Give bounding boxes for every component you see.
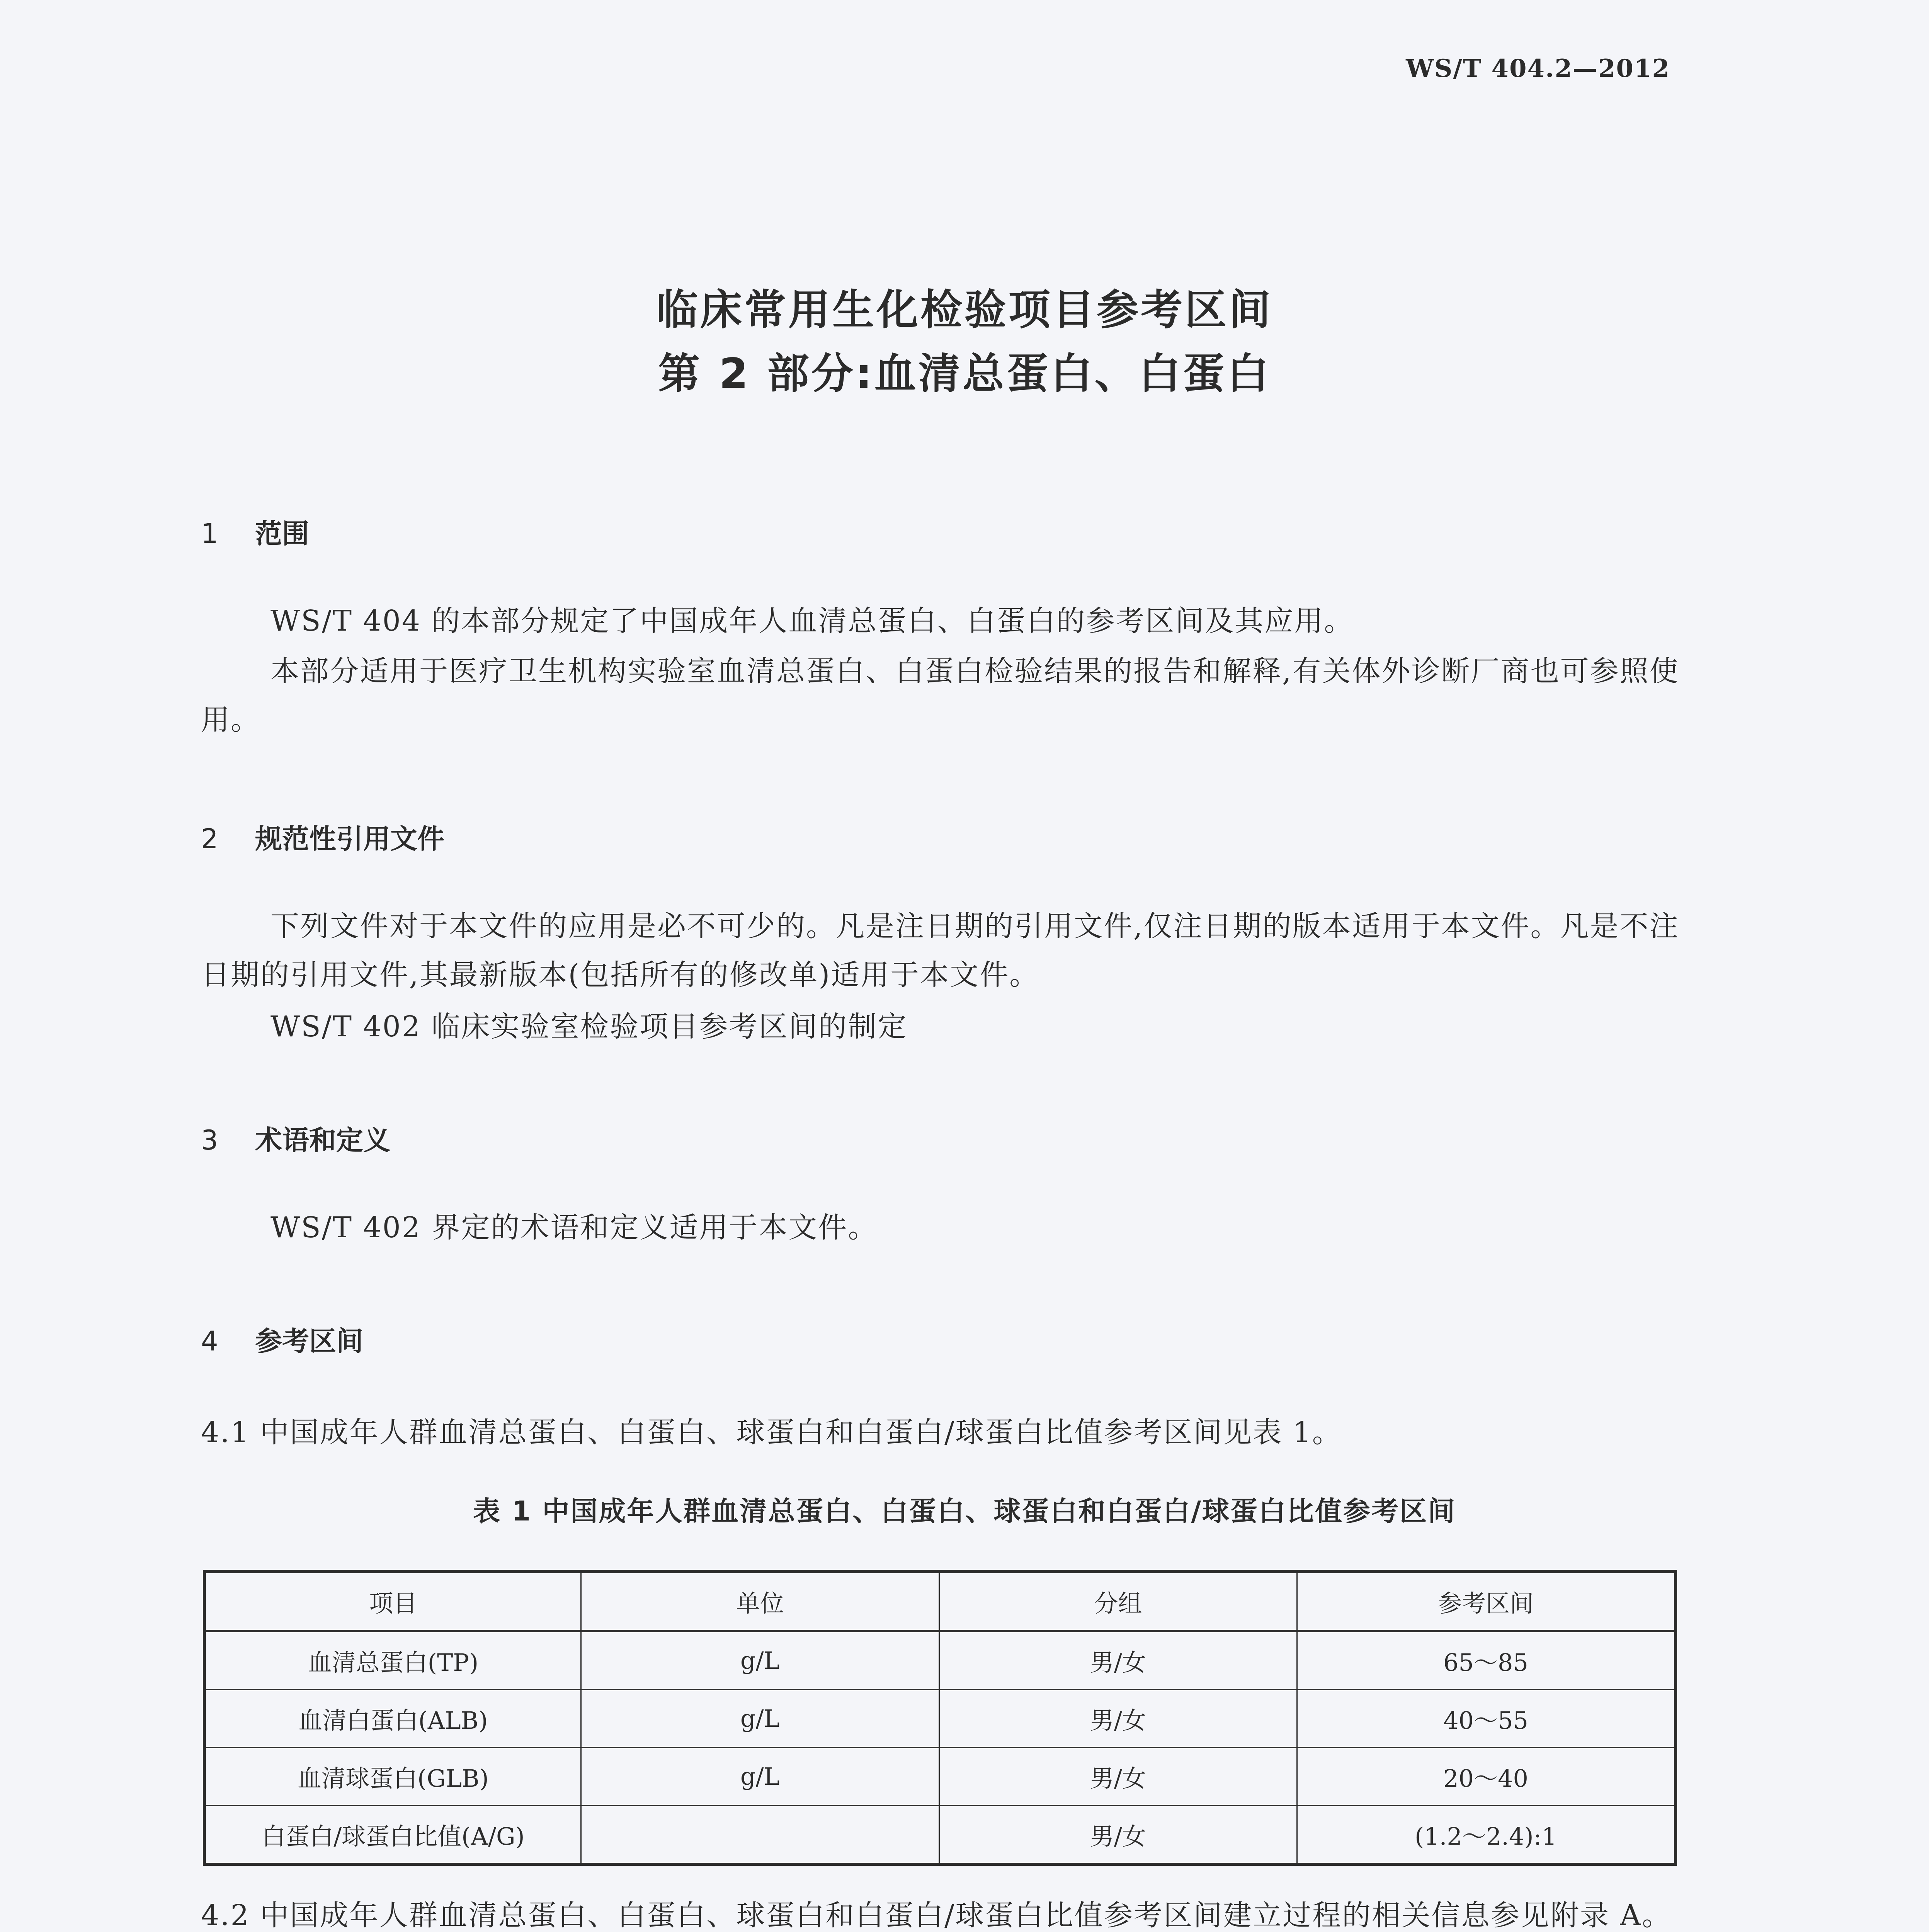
table-cell: 男/女 <box>939 1690 1297 1748</box>
table-cell: 血清总蛋白(TP) <box>204 1631 581 1690</box>
table-cell: 65～85 <box>1297 1631 1676 1690</box>
table-cell: 男/女 <box>939 1806 1297 1865</box>
table-caption: 表 1 中国成年人群血清总蛋白、白蛋白、球蛋白和白蛋白/球蛋白比值参考区间 <box>473 1495 1456 1527</box>
section-number: 4 <box>201 1325 218 1357</box>
table-cell: 男/女 <box>939 1748 1297 1806</box>
reference-interval-table <box>203 1570 1677 1866</box>
column-header: 参考区间 <box>1297 1571 1676 1631</box>
section-heading <box>201 1320 363 1359</box>
section-number: 2 <box>201 823 218 855</box>
paragraph: 本部分适用于医疗卫生机构实验室血清总蛋白、白蛋白检验结果的报告和解释,有关体外诊断厂商也可参照使用。 <box>201 655 1679 736</box>
clause-4-2: 4.2 中国成年人群血清总蛋白、白蛋白、球蛋白和白蛋白/球蛋白比值参考区间建立过程的相关信息参见附录 A。 <box>201 1899 1672 1932</box>
document-subtitle: 第 2 部分:血清总蛋白、白蛋白 <box>658 350 1271 398</box>
table-cell: 血清白蛋白(ALB) <box>204 1690 581 1748</box>
table-row <box>204 1748 1676 1806</box>
table-cell: 白蛋白/球蛋白比值(A/G) <box>204 1806 581 1865</box>
section-title: 规范性引用文件 <box>255 823 444 855</box>
table-cell <box>581 1806 939 1865</box>
normative-reference: WS/T 402 临床实验室检验项目参考区间的制定 <box>270 1010 908 1043</box>
table-cell: (1.2～2.4):1 <box>1297 1806 1676 1865</box>
section-heading <box>201 817 444 856</box>
table-cell: g/L <box>581 1748 939 1806</box>
column-header: 分组 <box>939 1571 1297 1631</box>
section-number: 3 <box>201 1124 218 1156</box>
table-cell: g/L <box>581 1690 939 1748</box>
section-title: 术语和定义 <box>255 1124 390 1156</box>
table-row <box>204 1806 1676 1865</box>
standard-code: WS/T 404.2—2012 <box>1406 54 1670 83</box>
paragraph: WS/T 402 界定的术语和定义适用于本文件。 <box>270 1211 878 1244</box>
table-cell: 20～40 <box>1297 1748 1676 1806</box>
section-heading <box>201 1119 390 1158</box>
section-heading <box>201 512 309 551</box>
document-title: 临床常用生化检验项目参考区间 <box>656 286 1273 334</box>
table-row <box>204 1631 1676 1690</box>
column-header: 单位 <box>581 1571 939 1631</box>
table-header-row <box>204 1571 1676 1631</box>
table-cell: 血清球蛋白(GLB) <box>204 1748 581 1806</box>
paragraph: WS/T 404 的本部分规定了中国成年人血清总蛋白、白蛋白的参考区间及其应用。 <box>270 604 1354 638</box>
clause-4-1: 4.1 中国成年人群血清总蛋白、白蛋白、球蛋白和白蛋白/球蛋白比值参考区间见表 1。 <box>201 1416 1342 1449</box>
section-number: 1 <box>201 518 218 549</box>
paragraph: 下列文件对于本文件的应用是必不可少的。凡是注日期的引用文件,仅注日期的版本适用于本文件。凡是不注日期的引用文件,其最新版本(包括所有的修改单)适用于本文件。 <box>201 910 1679 992</box>
section-title: 参考区间 <box>255 1325 363 1357</box>
column-header: 项目 <box>204 1571 581 1631</box>
table-cell: g/L <box>581 1631 939 1690</box>
table-cell: 40～55 <box>1297 1690 1676 1748</box>
section-title: 范围 <box>255 518 309 549</box>
table-cell: 男/女 <box>939 1631 1297 1690</box>
table-row <box>204 1690 1676 1748</box>
